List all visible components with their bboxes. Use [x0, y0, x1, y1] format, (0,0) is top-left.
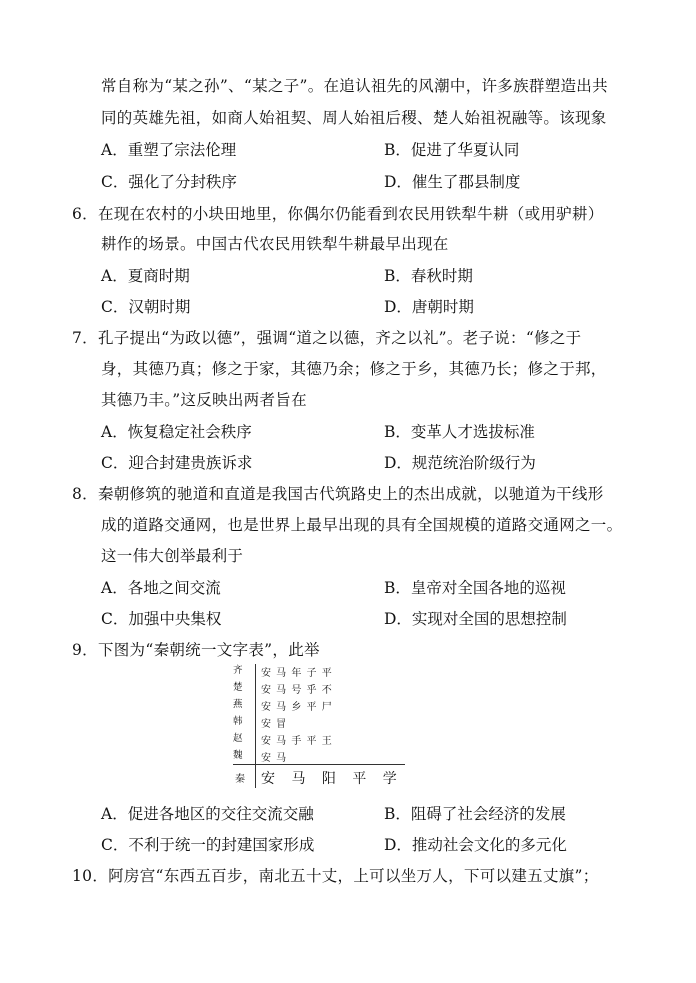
q7-option-c: C．迎合封建贵族诉求 [101, 454, 253, 472]
q6-option-d: D．唐朝时期 [384, 298, 474, 316]
state-label-han: 韩 [233, 716, 243, 727]
script-row-yan: 安 马 乡 平 尸 [261, 702, 333, 713]
figure-divider-vertical [255, 664, 256, 788]
q6-option-a: A．夏商时期 [101, 267, 190, 285]
q5-stem-line1: 常自称为“某之孙”、“某之子”。在追认祖先的风潮中，许多族群塑造出共 [101, 77, 608, 95]
script-row-zhao: 安 马 手 平 王 [261, 736, 333, 747]
q9-stem-line1: 9．下图为“秦朝统一文字表”，此举 [72, 641, 320, 659]
q5-option-a: A．重塑了宗法伦理 [101, 141, 237, 159]
q7-stem-line2: 身，其德乃真；修之于家，其德乃余；修之于乡，其德乃长；修之于邦， [101, 360, 607, 378]
q8-stem-line1: 8．秦朝修筑的驰道和直道是我国古代筑路史上的杰出成就，以驰道为干线形 [72, 485, 604, 503]
script-row-wei: 安 马 [261, 753, 288, 764]
q9-option-d: D．推动社会文化的多元化 [384, 836, 567, 854]
script-row-qi: 安 马 年 子 平 [261, 668, 333, 679]
q9-option-a: A．促进各地区的交往交流交融 [101, 805, 314, 823]
state-label-qi: 齐 [233, 665, 243, 676]
q5-stem-line2: 同的英雄先祖，如商人始祖契、周人始祖后稷、楚人始祖祝融等。该现象 [101, 109, 607, 127]
q6-option-b: B．春秋时期 [384, 267, 473, 285]
script-row-han: 安 冒 [261, 719, 288, 730]
script-row-chu: 安 马 号 乎 不 [261, 685, 333, 696]
state-labels [233, 662, 249, 764]
q8-option-a: A．各地之间交流 [101, 579, 221, 597]
q10-stem-line1: 10．阿房宫“东西五百步，南北五十丈，上可以坐万人，下可以建五丈旗”； [72, 867, 599, 885]
q7-stem-line1: 7．孔子提出“为政以德”，强调“道之以德，齐之以礼”。老子说：“修之于 [72, 329, 582, 347]
q5-option-c: C．强化了分封秩序 [101, 173, 237, 191]
q7-option-d: D．规范统治阶级行为 [384, 454, 536, 472]
q7-stem-line3: 其德乃丰。”这反映出两者旨在 [101, 391, 307, 409]
state-label-qin: 秦 [235, 774, 245, 785]
q6-option-c: C．汉朝时期 [101, 298, 191, 316]
state-label-chu: 楚 [233, 682, 243, 693]
figure-divider-horizontal [233, 764, 405, 765]
q9-option-c: C．不利于统一的封建国家形成 [101, 836, 315, 854]
state-label-yan: 燕 [233, 699, 243, 710]
q7-option-b: B．变革人才选拔标准 [384, 423, 535, 441]
script-row-qin: 安 马 阳 平 学 [261, 771, 403, 787]
q8-stem-line2: 成的道路交通网，也是世界上最早出现的具有全国规模的道路交通网之一。 [101, 516, 623, 534]
q7-option-a: A．恢复稳定社会秩序 [101, 423, 252, 441]
q8-option-b: B．皇帝对全国各地的巡视 [384, 579, 566, 597]
q8-option-c: C．加强中央集权 [101, 610, 222, 628]
state-label-wei: 魏 [233, 750, 243, 761]
state-label-zhao: 赵 [233, 733, 243, 744]
q6-stem-line2: 耕作的场景。中国古代农民用铁犁牛耕最早出现在 [101, 235, 449, 253]
q9-option-b: B．阻碍了社会经济的发展 [384, 805, 566, 823]
q8-stem-line3: 这一伟大创举最利于 [101, 547, 244, 565]
q5-option-b: B．促进了华夏认同 [384, 141, 520, 159]
qin-script-unification-figure [233, 662, 403, 794]
q6-stem-line1: 6．在现在农村的小块田地里，你偶尔仍能看到农民用铁犁牛耕（或用驴耕） [72, 205, 604, 223]
q5-option-d: D．催生了郡县制度 [384, 173, 521, 191]
q8-option-d: D．实现对全国的思想控制 [384, 610, 567, 628]
